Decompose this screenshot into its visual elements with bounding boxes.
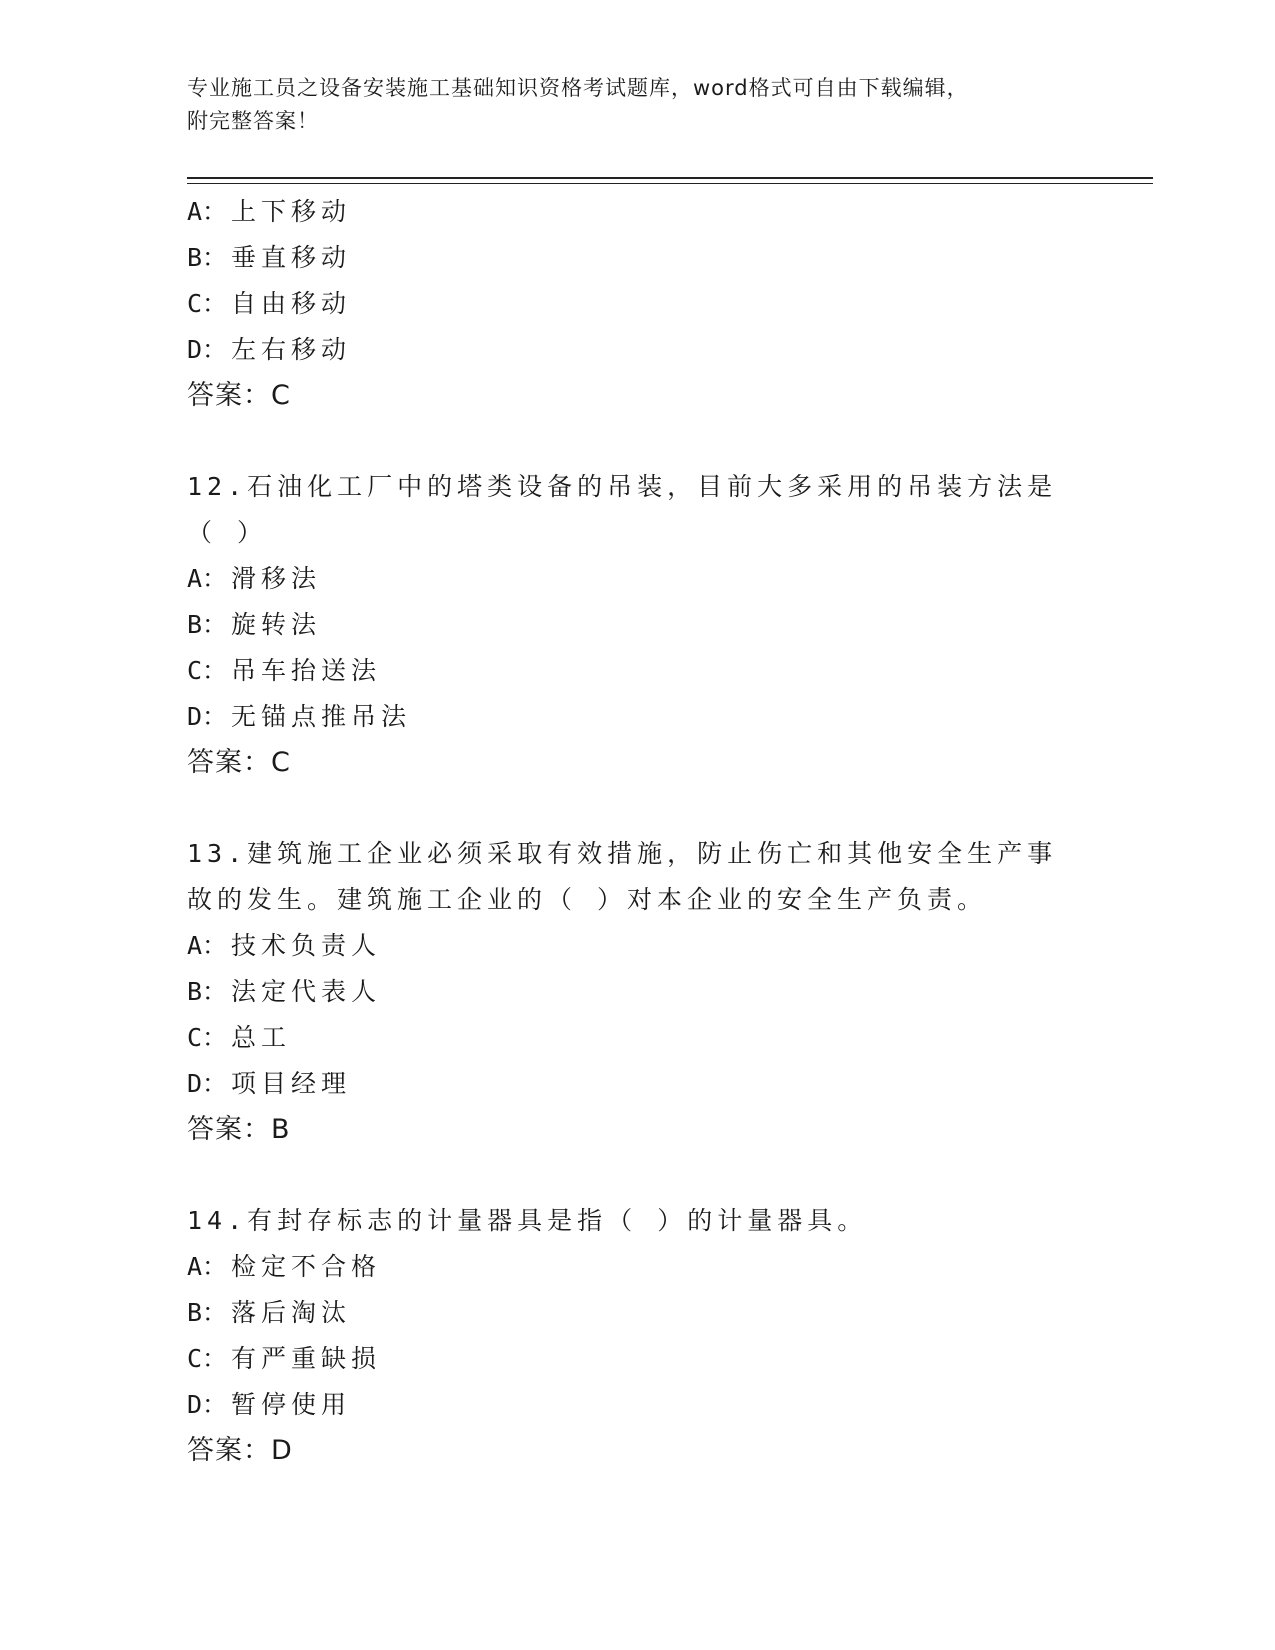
question-list [187,189,1087,1474]
option-b-label: B： [187,610,228,639]
header-line-1: 专业施工员之设备安装施工基础知识资格考试题库，word格式可自由下载编辑， [187,76,969,100]
option-a-label: A： [187,1252,228,1281]
option-b [187,1290,1087,1336]
option-b-text: 旋转法 [231,610,322,639]
option-d-text: 项目经理 [231,1069,352,1098]
option-b [187,969,1087,1015]
option-c [187,648,1087,694]
question-text: 12.石油化工厂中的塔类设备的吊装，目前大多采用的吊装方法是（ ） [187,472,1058,547]
option-d-text: 无锚点推吊法 [231,702,412,731]
answer: 答案：B [187,1114,291,1145]
option-a-label: A： [187,931,228,960]
answer: 答案：C [187,380,291,411]
option-c [187,1015,1087,1061]
option-b-text: 落后淘汰 [231,1298,352,1327]
option-d [187,1061,1087,1107]
option-d-label: D： [187,702,228,731]
option-b-label: B： [187,1298,228,1327]
option-a [187,1244,1087,1290]
question-14 [187,1198,1087,1474]
header-line-2: 附完整答案！ [187,109,319,133]
option-a-text: 滑移法 [231,564,322,593]
option-c-label: C： [187,1344,228,1373]
answer: 答案：D [187,1435,293,1466]
question-text: 13.建筑施工企业必须采取有效措施，防止伤亡和其他安全生产事故的发生。建筑施工企业的（ ）对本企业的安全生产负责。 [187,839,1058,914]
option-c-text: 有严重缺损 [231,1344,382,1373]
question-text: 14.有封存标志的计量器具是指（ ）的计量器具。 [187,1206,868,1235]
option-d-label: D： [187,1390,228,1419]
header-rule-thick [187,177,1153,179]
option-a [187,189,1087,235]
answer: 答案：C [187,747,291,778]
spacer [187,786,1087,831]
option-c-label: C： [187,1023,228,1052]
option-a-text: 上下移动 [231,197,352,226]
header-rule-thin [187,183,1153,184]
option-c [187,1336,1087,1382]
spacer [187,1153,1087,1198]
option-c-text: 自由移动 [231,289,352,318]
option-c-text: 总工 [231,1023,292,1052]
option-d-text: 左右移动 [231,335,352,364]
option-a-label: A： [187,197,228,226]
option-b [187,602,1087,648]
option-b-text: 法定代表人 [231,977,382,1006]
option-c-label: C： [187,289,228,318]
option-a-text: 技术负责人 [231,931,382,960]
option-a-text: 检定不合格 [231,1252,382,1281]
option-a [187,556,1087,602]
option-d [187,1382,1087,1428]
option-b-text: 垂直移动 [231,243,352,272]
option-b-label: B： [187,243,228,272]
option-b-label: B： [187,977,228,1006]
option-a [187,923,1087,969]
option-d-label: D： [187,1069,228,1098]
spacer [187,419,1087,464]
option-d-text: 暂停使用 [231,1390,352,1419]
option-c-label: C： [187,656,228,685]
option-d [187,694,1087,740]
option-b [187,235,1087,281]
option-c [187,281,1087,327]
option-d [187,327,1087,373]
question-11 [187,189,1087,419]
document-header [187,72,1057,138]
question-12 [187,464,1087,786]
question-13 [187,831,1087,1153]
option-c-text: 吊车抬送法 [231,656,382,685]
option-d-label: D： [187,335,228,364]
option-a-label: A： [187,564,228,593]
